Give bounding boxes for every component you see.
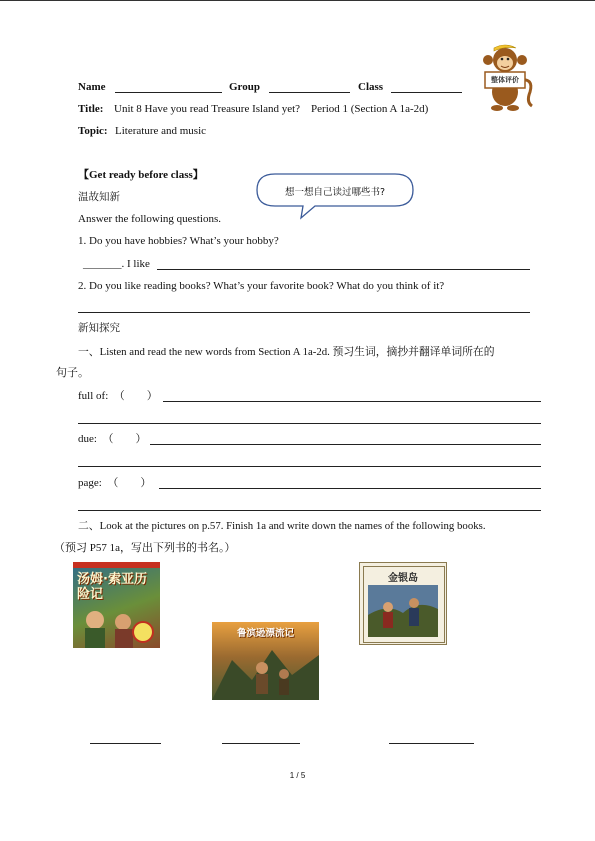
book-1-name-line[interactable] <box>90 743 161 744</box>
word-full-of-line-2[interactable] <box>78 423 541 424</box>
word-full-of-line[interactable] <box>163 401 541 402</box>
part-2-instruction-cont: （预习 P57 1a，写出下列书的书名。） <box>54 542 236 554</box>
word-page-label: page: （ ） <box>78 477 152 489</box>
part-1-instruction: 一、Listen and read the new words from Section A 1a-2d. 预习生词，摘抄并翻译单词所在的 <box>78 346 495 358</box>
page-number: 1 / 5 <box>289 771 306 780</box>
book-3-name-line[interactable] <box>389 743 474 744</box>
answer-1-prefix: _______. I like <box>83 258 150 270</box>
bubble-text: 想一想自己读过哪些书? <box>285 187 386 198</box>
question-1: 1. Do you have hobbies? What’s your hobby? <box>78 235 279 247</box>
word-due-line[interactable] <box>150 444 541 445</box>
speech-bubble <box>255 172 415 220</box>
word-due-line-2[interactable] <box>78 466 541 467</box>
title-label: Title: <box>78 103 104 115</box>
get-ready-heading: 【Get ready before class】 <box>78 169 204 181</box>
book-2-cover-title: 鲁滨逊漂流记 <box>236 628 294 639</box>
book-cover-tom-sawyer-icon <box>73 562 160 648</box>
part-1-instruction-cont: 句子。 <box>56 367 89 379</box>
book-cover-robinson-crusoe-icon <box>212 622 319 700</box>
book-2-name-line[interactable] <box>222 743 300 744</box>
word-due-label: due: （ ） <box>78 433 147 445</box>
review-heading: 温故知新 <box>78 191 120 203</box>
new-knowledge-heading: 新知探究 <box>78 322 120 334</box>
word-full-of-label: full of: （ ） <box>78 390 158 402</box>
instruction-text: Answer the following questions. <box>78 213 221 225</box>
class-label: Class <box>358 81 384 93</box>
mascot-sign-text: 整体评价 <box>491 76 519 84</box>
topic-text: Literature and music <box>115 125 207 137</box>
title-text: Unit 8 Have you read Treasure Island yet? Period 1 (Section A 1a-2d) <box>114 103 429 115</box>
part-2-instruction: 二、Look at the pictures on p.57. Finish 1a and write down the names of the following books. <box>78 520 486 532</box>
name-field[interactable] <box>115 92 222 93</box>
answer-2-line[interactable] <box>78 312 530 313</box>
book-1-cover-title: 汤姆·索亚历险记 <box>77 572 147 602</box>
word-page-line-2[interactable] <box>78 510 541 511</box>
group-field[interactable] <box>269 92 350 93</box>
name-label: Name <box>78 81 106 93</box>
group-label: Group <box>229 81 260 93</box>
word-page-line[interactable] <box>159 488 541 489</box>
page-top-rule <box>0 0 595 1</box>
answer-1-line[interactable] <box>157 269 530 270</box>
class-field[interactable] <box>391 92 462 93</box>
monkey-mascot-icon <box>474 42 536 114</box>
book-3-cover-title: 金银岛 <box>388 573 418 584</box>
topic-label: Topic: <box>78 125 108 137</box>
question-2: 2. Do you like reading books? What’s your favorite book? What do you think of it? <box>78 280 445 292</box>
book-cover-treasure-island-icon <box>359 562 447 645</box>
